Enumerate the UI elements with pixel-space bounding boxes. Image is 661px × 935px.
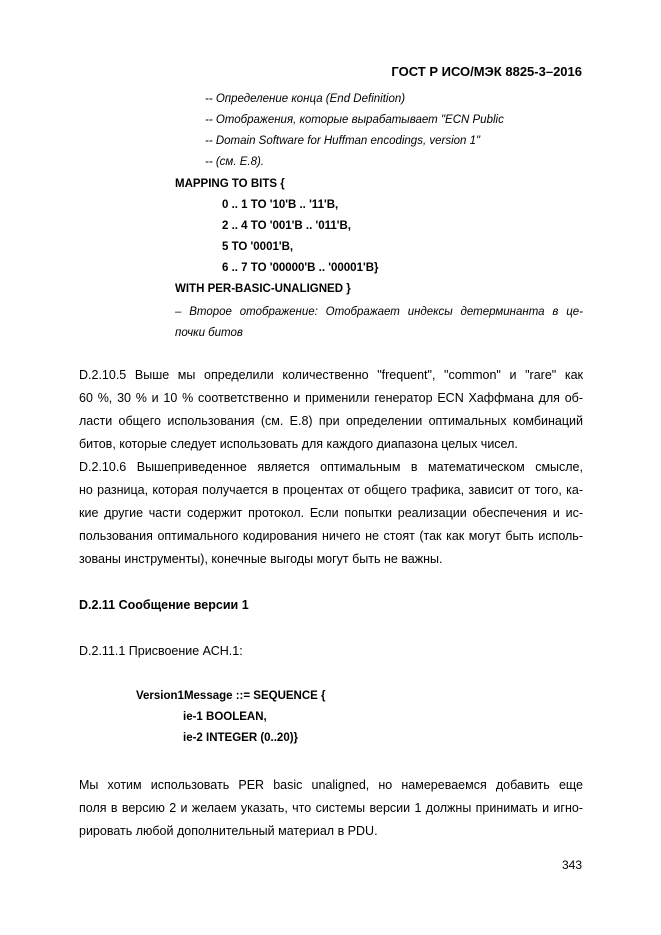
paragraph-line: поля в версию 2 и желаем указать, что системы версии 1 должны принимать и игно-	[79, 801, 583, 815]
mapping-line-2: 2 .. 4 TO '001'B .. '011'B,	[222, 220, 351, 232]
code-comment-line-2: -- Отображения, которые вырабатывает "ECN Public	[205, 114, 504, 126]
paragraph-d-2-11-1: D.2.11.1 Присвоение АСН.1:	[79, 644, 243, 658]
paragraph-d-2-10-5	[79, 364, 583, 456]
document-header-id: ГОСТ Р ИСО/МЭК 8825-3–2016	[391, 64, 582, 79]
paragraph-line: D.2.10.5 Выше мы определили количественно "frequent", "common" и "rare" как	[79, 368, 583, 382]
paragraph-line: ласти общего использования (см. Е.8) при определении оптимальных комбинаций	[79, 414, 583, 428]
mapping-line-3: 5 TO '0001'B,	[222, 241, 294, 253]
code-comment-line-3: -- Domain Software for Huffman encodings, version 1"	[205, 135, 481, 147]
paragraph-line: 60 %, 30 % и 10 % соответственно и применили генератор ECN Хаффмана для об-	[79, 391, 583, 405]
ie-2-integer-line: ie-2 INTEGER (0..20)}	[183, 732, 299, 744]
paragraph-line: кие другие части содержит протокол. Если попытки реализации обеспечения и ис-	[79, 506, 583, 520]
paragraph-d-2-10-6	[79, 456, 583, 571]
page-number: 343	[561, 858, 582, 872]
with-per-basic-unaligned-line: WITH PER-BASIC-UNALIGNED }	[175, 283, 351, 295]
mapping-header: MAPPING TO BITS {	[175, 178, 285, 190]
paragraph-line: рировать любой дополнительный материал в PDU.	[79, 824, 378, 838]
mapping-line-1: 0 .. 1 TO '10'B .. '11'B,	[222, 199, 339, 211]
paragraph-line: D.2.10.6 Вышеприведенное является оптимальным в математическом смысле,	[79, 460, 583, 474]
ie-1-boolean-line: ie-1 BOOLEAN,	[183, 711, 267, 723]
paragraph-line: пользования оптимального кодирования ничего не стоят (так как могут быть исполь-	[79, 529, 583, 543]
paragraph-final	[79, 774, 583, 843]
second-mapping-comment	[175, 302, 583, 344]
paragraph-line: битов, которые следует использовать для каждого диапазона целых чисел.	[79, 437, 518, 451]
section-title-d-2-11: D.2.11 Сообщение версии 1	[79, 598, 249, 612]
paragraph-line: зованы инструменты), конечные выгоды могут быть не важны.	[79, 552, 443, 566]
code-comment-line-4: -- (см. Е.8).	[205, 156, 264, 168]
version1message-definition-line: Version1Message ::= SEQUENCE {	[136, 690, 326, 702]
paragraph-line: но разница, которая получается в процентах от общего трафика, зависит от того, ка-	[79, 483, 583, 497]
second-comment-line-2: почки битов	[175, 327, 243, 339]
paragraph-line: Мы хотим использовать PER basic unaligned, но намереваемся добавить еще	[79, 778, 583, 792]
code-comment-line-1: -- Определение конца (End Definition)	[205, 93, 406, 105]
mapping-line-4: 6 .. 7 TO '00000'B .. '00001'B}	[222, 262, 379, 274]
second-comment-line-1: – Второе отображение: Отображает индексы детерминанта в це-	[175, 306, 583, 318]
